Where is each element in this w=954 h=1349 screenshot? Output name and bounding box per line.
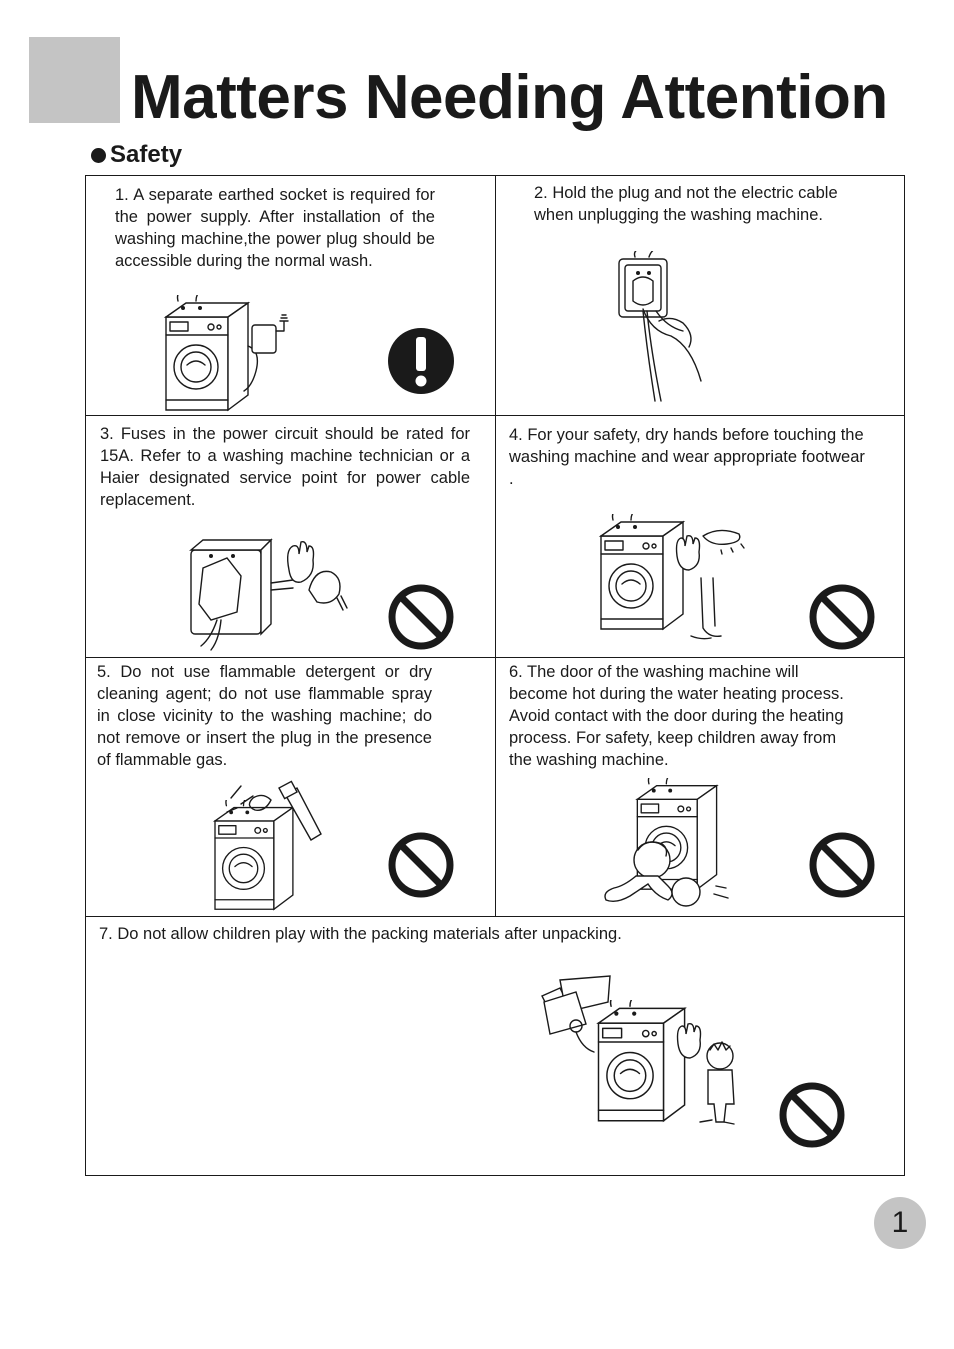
fuse-plug-illustration (181, 528, 361, 653)
prohibited-icon (808, 583, 876, 651)
grid-divider-row-2 (86, 657, 904, 658)
safety-item-1-text: 1. A separate earthed socket is required for the power supply. After installation of the washing machine,the power plug should be accessible during the normal wash. (115, 186, 435, 270)
section-heading (91, 141, 182, 169)
bullet-icon (91, 148, 106, 163)
safety-item-5-text: 5. Do not use flammable detergent or dry cleaning agent; do not use flammable spray in close vicinity to the washing machine; do not remove or insert the plug in the presence of flammable gas. (97, 663, 432, 769)
exclamation-icon (387, 327, 455, 395)
child-hot-door-illustration (596, 776, 751, 916)
grid-divider-row-3 (86, 916, 904, 917)
safety-item-6-text: 6. The door of the washing machine will become hot during the water heating process. Avoid contact with the door during the heating process. For safety, keep children away from the washing machine. (509, 663, 844, 769)
section-title: Safety (110, 141, 183, 168)
plug-hand-illustration (611, 251, 731, 406)
prohibited-icon (387, 831, 455, 899)
prohibited-icon (778, 1081, 846, 1149)
prohibited-icon (808, 831, 876, 899)
safety-item-3-text: 3. Fuses in the power circuit should be rated for 15A. Refer to a washing machine technician or a Haier designated service point for power cable replacement. (100, 425, 470, 509)
flammable-spray-illustration (201, 778, 331, 914)
packing-materials-illustration (536, 972, 746, 1147)
header-corner-block (29, 37, 120, 123)
washer-socket-illustration (156, 291, 306, 416)
prohibited-icon (387, 583, 455, 651)
page-title: Matters Needing Attention (131, 63, 888, 132)
grid-divider-vertical (495, 176, 496, 916)
safety-item-2-text: 2. Hold the plug and not the electric cable when unplugging the washing machine. (534, 184, 838, 224)
page-number-badge: 1 (874, 1197, 926, 1249)
safety-item-4-text: 4. For your safety, dry hands before touching the washing machine and wear appropriate footwear . (509, 426, 865, 488)
dry-hands-illustration (591, 508, 756, 648)
safety-grid (85, 175, 905, 1176)
safety-item-7-text: 7. Do not allow children play with the packing materials after unpacking. (99, 925, 622, 943)
